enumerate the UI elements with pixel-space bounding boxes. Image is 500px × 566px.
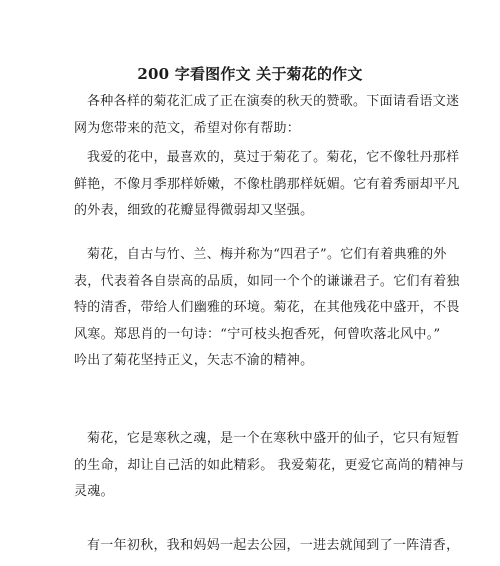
document-title: 200 字看图作文 关于菊花的作文: [137, 65, 363, 83]
body-paragraph-3: [74, 426, 465, 506]
text-line: 表，代表着各自崇高的品质，如同一个个的谦谦君子。它们有着独: [74, 273, 460, 289]
text-line: 有一年初秋，我和妈妈一起去公园，一进去就闻到了一阵清香，: [87, 538, 460, 553]
text-line: 各种各样的菊花汇成了正在演奏的秋天的赞歌。下面请看语文迷: [87, 94, 460, 109]
body-paragraph-4: [74, 533, 460, 560]
text-line: 风寒。郑思肖的一句诗：“宁可枝头抱香死，何曾吹落北风中。”: [74, 326, 441, 342]
text-line: 我爱的花中，最喜欢的，莫过于菊花了。菊花，它不像牡丹那样: [87, 150, 460, 165]
text-line: 吟出了菊花坚持正义，矢志不渝的精神。: [74, 353, 314, 368]
text-line: 的外表，细致的花瓣显得微弱却又坚强。: [74, 203, 314, 218]
text-line: 的生命，却让自己活的如此精彩。 我爱菊花，更爱它高尚的精神与: [74, 457, 465, 473]
text-line: 菊花，自古与竹、兰、梅并称为“四君子”。它们有着典雅的外: [87, 247, 447, 262]
text-line: 灵魂。: [74, 484, 114, 499]
text-line: 网为您带来的范文，希望对你有帮助：: [74, 120, 301, 136]
intro-paragraph: [74, 89, 460, 142]
text-line: 特的清香，带给人们幽雅的环境。菊花，在其他残花中盛开，不畏: [74, 300, 460, 315]
body-paragraph-1: [74, 145, 460, 225]
text-line: 鲜艳，不像月季那样娇嫩，不像杜鹃那样妩媚。它有着秀丽却平凡: [74, 176, 460, 192]
text-line: 菊花，它是寒秋之魂，是一个在寒秋中盛开的仙子，它只有短暂: [87, 431, 460, 446]
body-paragraph-2: [74, 242, 460, 375]
